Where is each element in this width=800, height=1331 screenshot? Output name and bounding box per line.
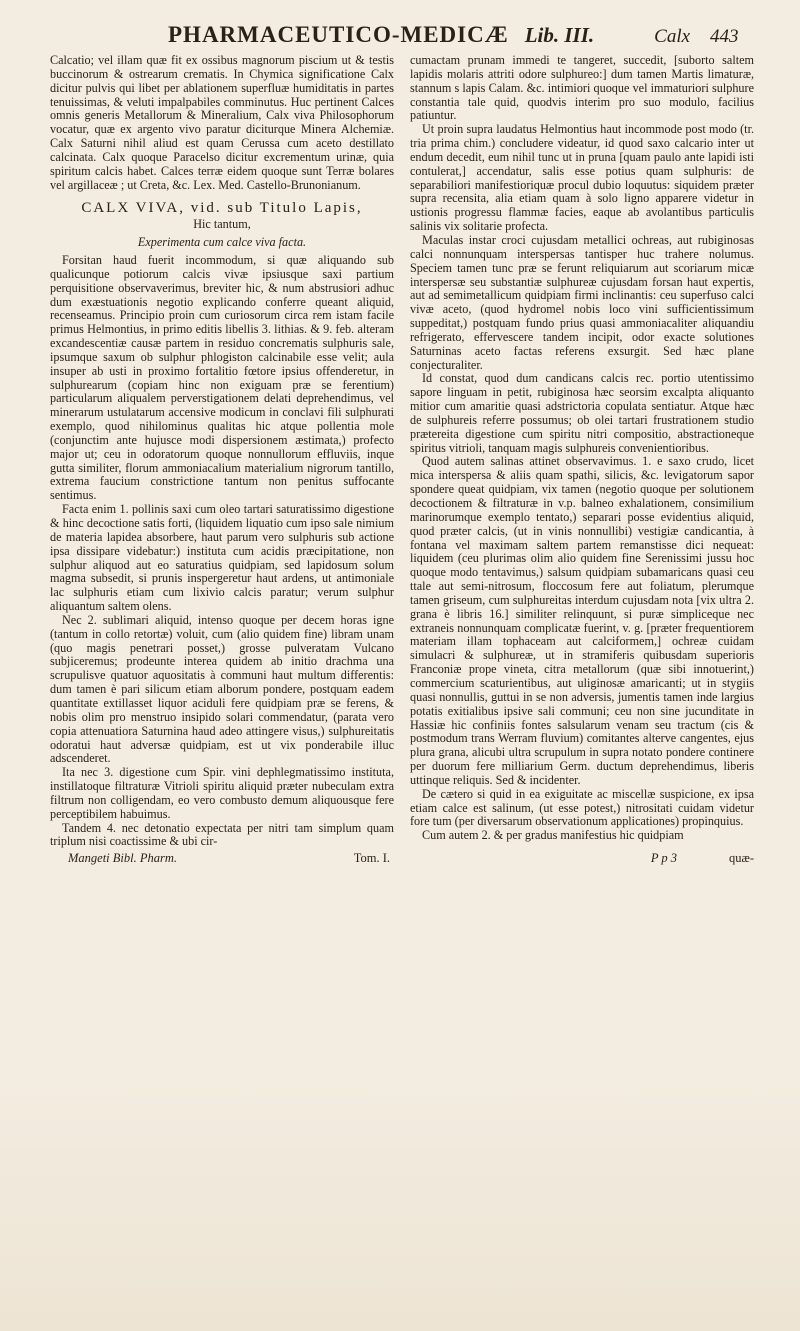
book-title: Mangeti Bibl. Pharm. (68, 851, 178, 866)
signature-mark: P p 3 (650, 851, 677, 866)
left-column (50, 54, 394, 849)
section-reference: Calx (654, 26, 691, 47)
running-title: PHARMACEUTICO-MEDICÆ (168, 22, 509, 47)
paragraph: Maculas instar croci cujusdam metallici ochreas, aut rubiginosas calci nonnunquam interspersas tantisper huc trahere nolumus. Speciem tamen tunc præ se ferunt reliquiarum aut scoriarum micæ interspersæ seu substantiæ sulphureæ cujusdam forsan haut expertis, aut ad semimetallicum quidpiam firmi inclinantis: ceu superfuso calci vivæ aceto, (quod hydromel nobis loco vini sufficientissimum suppeditat,) postquam fundo prius quasi ammoniacaliter aliquandiu refrigerato, effervescere tandem incipit, odor exacte solutiones Saturninas aceto factas referens exsurgit. Sed hæc plane conjecturaliter. (410, 232, 754, 372)
paragraph: Tandem 4. nec detonatio expectata per nitri tam simplum quam triplum nisi coactissime & ubi cir- (50, 820, 394, 849)
paragraph: cumactam prunam immedi te tangeret, succedit, [suborto saltem lapidis molaris attriti odore sulphureo:] dum tamen Martis limaturæ, stannum s lapis Calam. &c. intimiori quoque vel immaturiori sulphure constantia tale quid, quodvis interim pro suo modulo, facilius patiuntur. (410, 53, 754, 123)
paragraph: Ut proin supra laudatus Helmontius haut incommode post modo (tr. tria prima chim.) concludere videatur, id quod saxo calcario inter ut endum decedit, eum nihil tunc ut in pruna [quam paulo ante lapidi isti contulerat,] accendatur, salis esse potius quam sulphuris: de separabiliori manifestioriquæ procul dubio loquutus: siquidem præter supra recensita, alia etiam quam à solo ligno apparere videtur in ustionis progressu flammæ facies, eaque ab avolantibus particulis salinis vix solitarie profecta. (410, 122, 754, 234)
paragraph: De cætero si quid in ea exiguitate ac miscellæ suspicione, ex ipsa etiam calce est salinum, (ut esse potest,) nitrositati cuidam videtur fore tum (per diversarum observationum applicationes) propinquius. (410, 786, 754, 829)
paragraph: Nec 2. sublimari aliquid, intenso quoque per decem horas igne (tantum in collo retortæ) voluit, cum (alio quidem fine) libram unam (quo magis penetrari posset,) grosse pulveratam Vulcano subjiceremus; prodeunte interea quidem ab initio drachma una scrupulisve quatuor aquositatis à communi haut multum differentis: dum tamen è pari silicum etiam alborum pondere, postquam eadem quantitate extillasset liquor aciduli fere quidpiam præ se ferens, & nobis olim pro menstruo insipido solari commendatur, (parata vero copia attenuatiora Saturnina haud adeo attingere visus,) sulphureitatis odoratui haut adversæ quidpiam, est ut vix ponderabile illuc adscenderet. (50, 612, 394, 766)
paragraph: Cum autem 2. & per gradus manifestius hic quidpiam (422, 828, 684, 843)
book-reference: Lib. III. (524, 23, 595, 47)
paragraph: Quod autem salinas attinet observavimus. 1. e saxo crudo, licet mica interspersa & aliis quam spathi, silicis, &c. levigatorum sapor spondere queat quidpiam, vix tamen (negotio quoque per solutionem decoctionem & filtraturæ in v.p. balneo exhalationem, consimilium marinorumque exemplo tentato,) separari posse evidentius aliquid, quod præter calcis, (ut in vinis nonnullibi) vestigiæ candicantia, à fontana vel maximam saltem partem remanstisse dici nequeat: liquidem (ceu plurimas olim alio quidem fine Serenissimi jussu hoc quoque modo tentavimus,) salsum quidpiam subamaricans quasi ceu ttale aut semi-nitrosum, floccosum fere aut foliatum, plerumque tamen griseum, cum sulphureitas interdum cujusdam nota [vix ultra 2. grana è libris 16.] similiter relinquunt, si puræ simpliceque nec extraneis nonnunquam complicatæ fuerint, v. g. [præter frequentiorem materiam illam tophaceam aut calciformem,] ochreæ cuidam simulacri & sulphureæ, ut in stramiferis quibusdam superioris Franconiæ prope vineta, citra metallorum (quæ sibi innotuerint,) commercium scaturientibus, aut uliginosæ amaricanti; ut in stygiis quasi nonnullis, guttui in se non adversis, jumentis tamen inde largius potatis exitialibus ipsive sali communi; ceu non sine jucunditate in Hassiæ hic confiniis fontes salsularum venam seu tractum (cis & postmodum trans Werram fluvium) comitantes alterve cangentes, ejus plura grana, alicubi ultra scrupulum in supra notato pondere continere per duorum fere milliarium Germ. ductum deprehendimus, liberis uttinque reliquis. Sed & incidenter. (410, 454, 754, 787)
paragraph: Facta enim 1. pollinis saxi cum oleo tartari saturatissimo digestione & hinc decoctione satis forti, (liquidem liquatio cum ipso sale nimium de materia lapidea absorbere, haut parum vero sulphuris sub actione ipsa dissipare videbatur:) instituta cum acidis præcipitatione, non sulphur aliquod aut eo saturatius quidpiam, sed lapidosum solum magma subsedit, si prunis inspergeretur haut ardens, ut antimoniale lac sulphuris etiam cum lixivio calcis paratur; verum sulphur aliquantum saltem olens. (50, 502, 394, 614)
section-heading: CALX VIVA, vid. sub Titulo Lapis, (81, 200, 363, 217)
section-subheading: Hic tantum, (193, 217, 251, 232)
right-column (410, 54, 754, 849)
paragraph: Ita nec 3. digestione cum Spir. vini dephlegmatissimo instituta, instillatoque filtraturæ Vitrioli spiritu aliquid præter nubeculam extra filtrum non colligendam, eo vero combusto demum aliquousque fere perceptibilem habuimus. (50, 765, 394, 821)
paragraph: Forsitan haud fuerit incommodum, si quæ aliquando sub qualicunque potiorum calcis vivæ ipsiusque saxi partium perquisitione observaverimus, breviter hic, & num abstrusiori adhuc dum exæstuationis negotio explicando conferre queant aliquid, recenseamus. Principio proin cum curiosorum circa rem istam facile primus Helmontius, in primo editis libellis 3. lithias. & 9. feb. alteram excandescentiæ causæ partem in residuo concrematis sulphuris sale, ipsumque saxum ob sulphur phlogiston calcinabile esse velit; aula insuper ab usti in proximo fortalitio fœtore ipsius offenderetur, in sulphurearum (copiam hinc non exiguam præ se ferentium) particularum aliqualem perverstigationem delati deprehendimus, vel minerarum ustulatarum accensive modicum in conclavi fili sulphurati exemplo, quod nihilominus qualitas hic atque pollentia mole (conjunctim ante hujusce modi dispersionem æstimata,) profecto major ut; ceu in odoratorum quoque nonnullorum effluviis, inque gutta similiter, florum ammoniacalium materialium nigrorum tantillo, extrema faucium constrictione tantum non penitus suffocante sentimus. (50, 252, 394, 503)
experiment-heading: Experimenta cum calce viva facta. (137, 235, 307, 250)
page-header (50, 22, 754, 54)
paragraph: Id constat, quod dum candicans calcis rec. portio utentissimo sapore linguam in petit, rubiginosa hæc seorsim excalpta aliquanto mitior cum amaritie quasi adstrictoria copulata sentiatur. Atque hæc de sulphureis referre possumus; ob olei tartari frustrationem studio prætereita digestione cum spiritu nitri compositio, abstractioneque spiritus vitrioli, tanquam magis sulphureis convenientioribus. (410, 371, 754, 455)
paragraph: Calcatio; vel illam quæ fit ex ossibus magnorum piscium ut & testis buccinorum & ostrearum crematis. In Chymica significatione Calx dicitur pulvis qui libet per ablationem superfluæ humiditatis in partes tenuissimas, & veluti impalpabiles comminutus. Huc pertinent Calces omnis generis Metallorum & Mineralium, Calx viva Philosophorum vocatur, quæ ex argento vivo paratur diciturque Minera Alchemiæ. Calx Saturni nihil aliud est quam Cerussa cum aceto destillato calcinata. Calx quoque Paracelso dicitur excrementum urinæ, quia spiritum calcis habet. Calces terræ eidem quoque sunt Terræ bolares vel argillaceæ ; ut Creta, &c. Lex. Med. Castello-Brunonianum. (50, 53, 394, 192)
text-columns (50, 54, 754, 849)
page-number: 443 (710, 26, 739, 47)
tome-label: Tom. I. (353, 851, 390, 866)
page-footer (50, 851, 754, 866)
catchword: quæ- (729, 851, 754, 866)
